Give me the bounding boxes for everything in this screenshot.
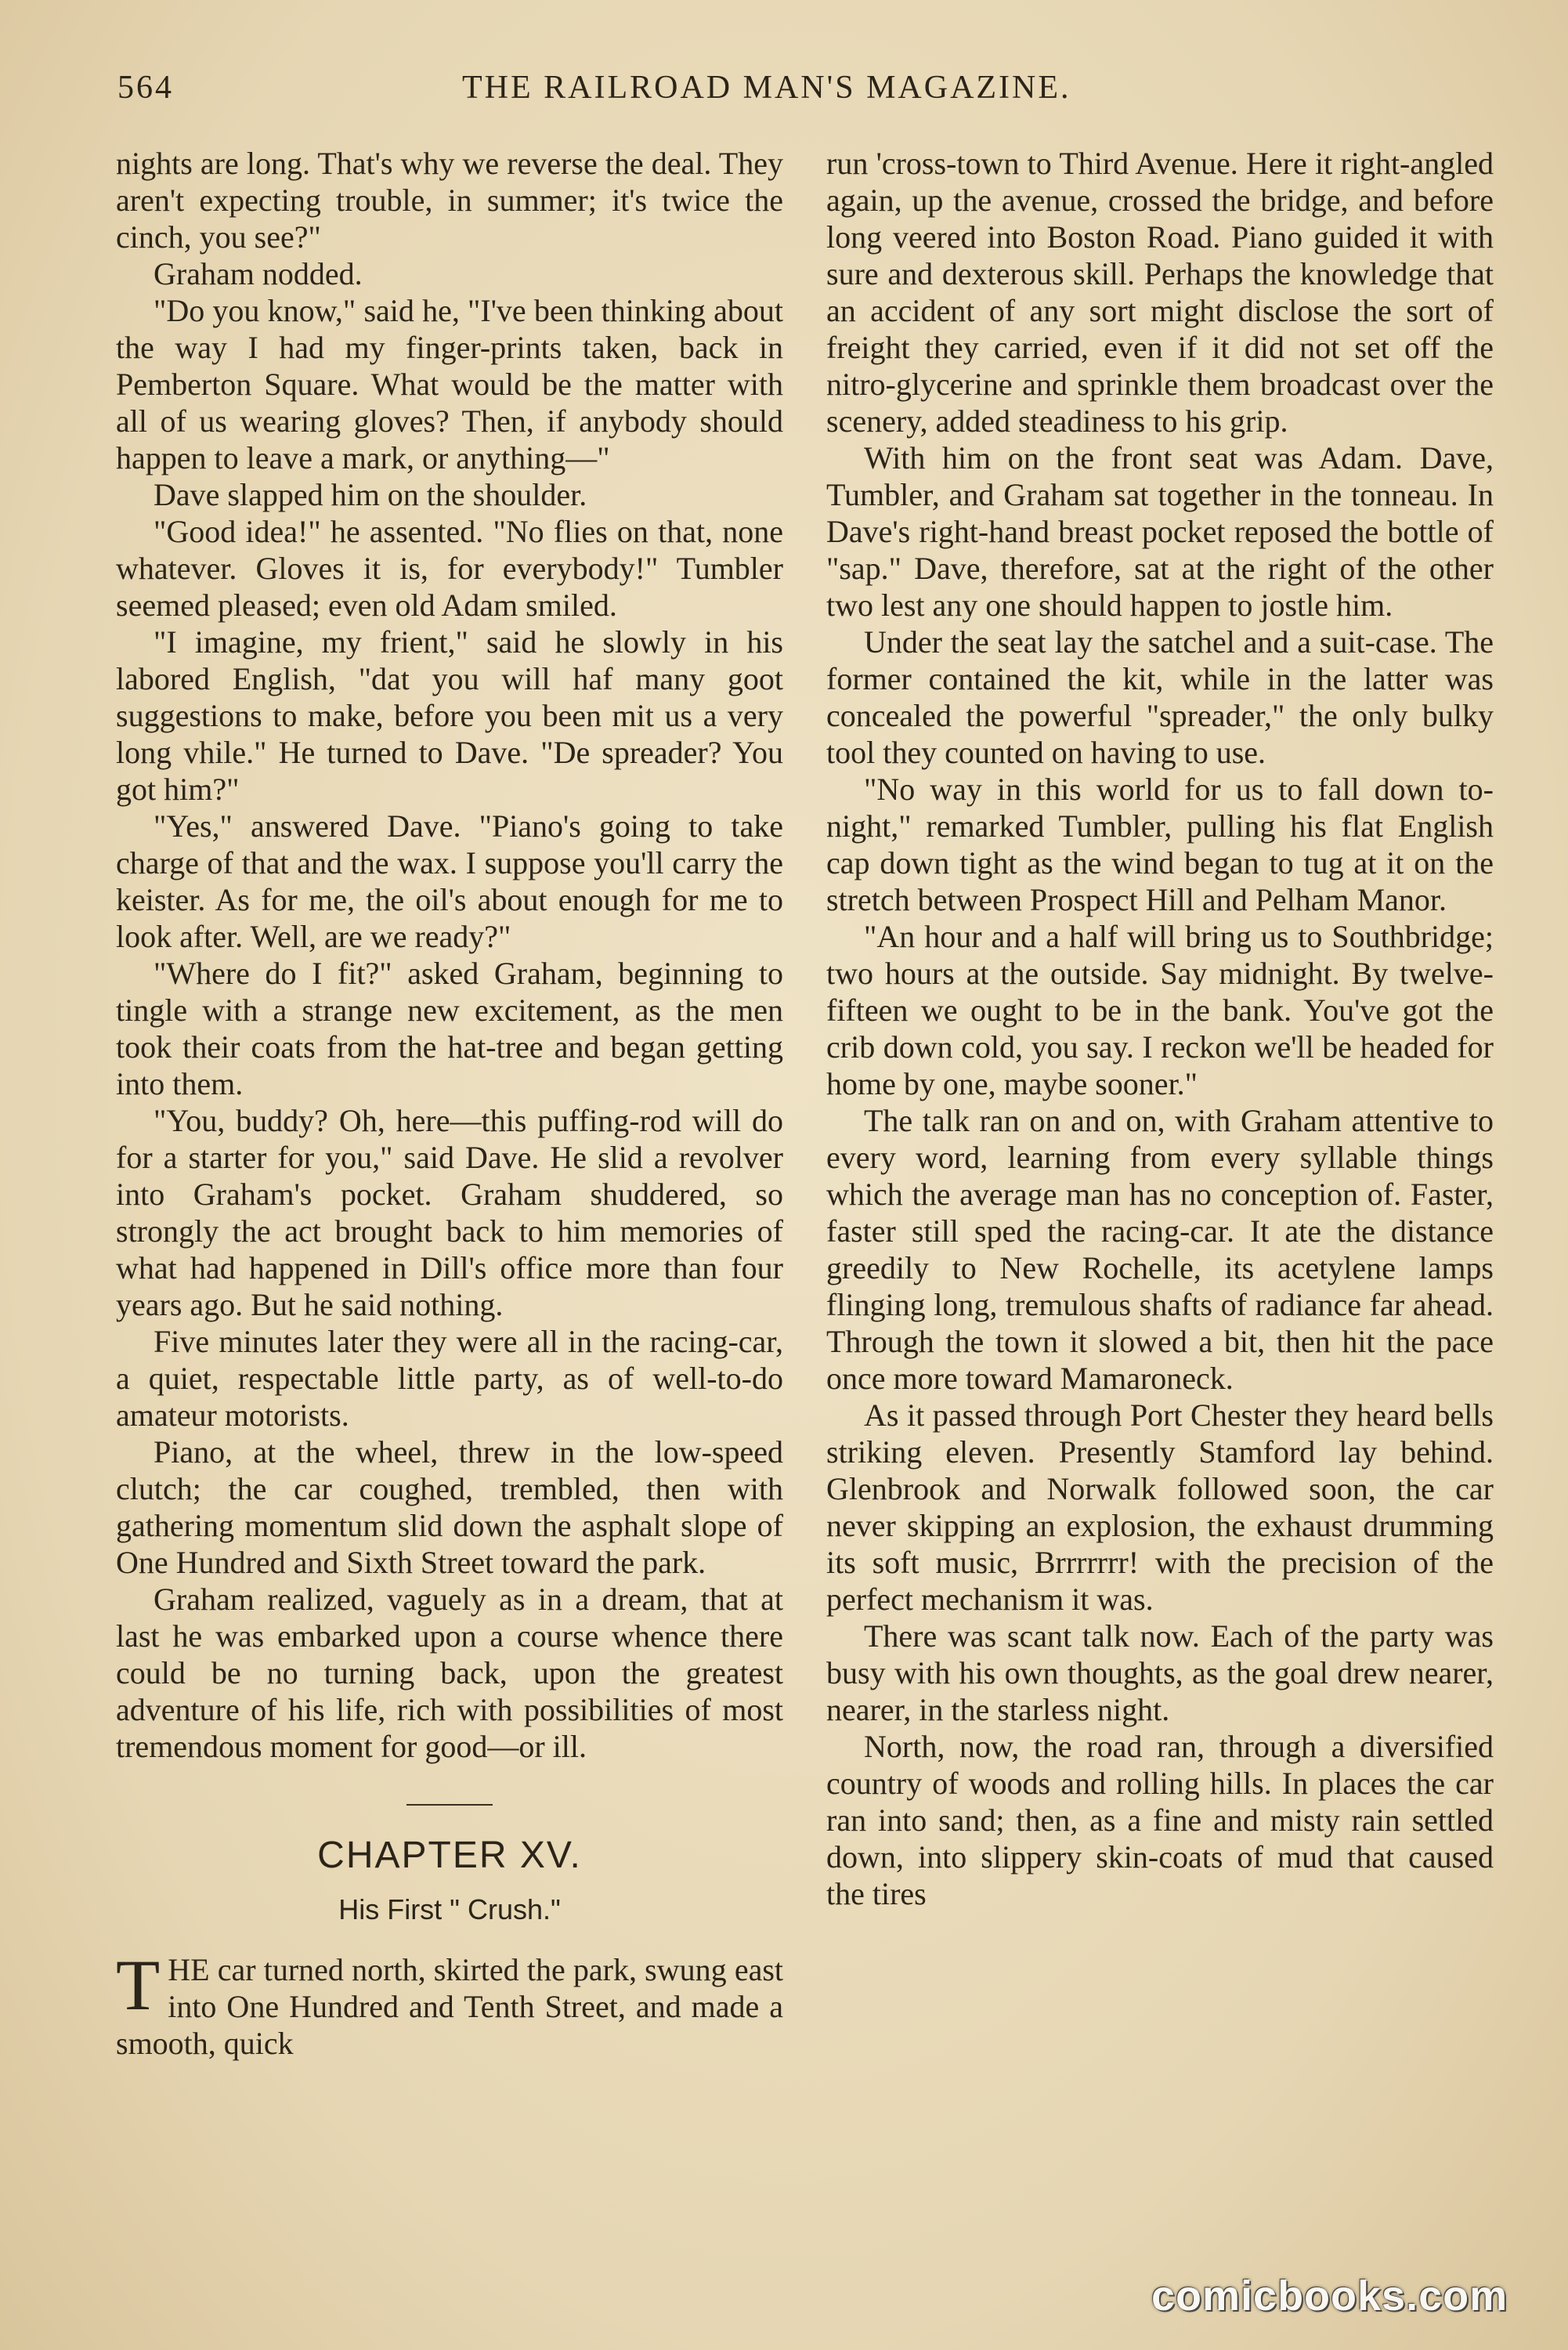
chapter-subtitle: His First " Crush." [338, 1893, 561, 1925]
paragraph: Dave slapped him on the shoulder. [154, 477, 587, 512]
paragraph: "No way in this world for us to fall down to-night," remarked Tumbler, pulling his flat English cap down tight as the wind began to tug at it on the stretch between Prospect Hill and Pelham Manor. [826, 772, 1494, 917]
paragraph: Graham nodded. [154, 256, 363, 291]
paragraph: "An hour and a half will bring us to Southbridge; two hours at the outside. Say midnight. By twelve-fifteen we ought to be in the bank. You've got the crib down cold, you say. I reckon we'll be headed for home by one, maybe sooner." [826, 919, 1494, 1101]
paragraph: "Do you know," said he, "I've been thinking about the way I had my finger-prints taken, back in Pemberton Square. What would be the matter with all of us wearing gloves? Then, if anybody should happen to leave a mark, or anything—" [116, 293, 783, 475]
paragraph: There was scant talk now. Each of the party was busy with his own thoughts, as the goal drew nearer, nearer, in the starless night. [826, 1618, 1494, 1727]
paragraph: As it passed through Port Chester they heard bells striking eleven. Presently Stamford lay behind. Glenbrook and Norwalk followed soon, the car never skipping an explosion, the exhaust drumming its soft music, Brrrrrrr! with the precision of the perfect mechanism it was. [826, 1397, 1494, 1617]
page-number: 564 [117, 70, 174, 106]
chapter-opening-paragraph [116, 1945, 783, 2062]
paragraph: Under the seat lay the satchel and a suit-case. The former contained the kit, while in the latter was concealed the powerful "spreader," the only bulky tool they counted on having to use. [826, 624, 1494, 770]
paragraph: "Good idea!" he assented. "No flies on that, none whatever. Gloves it is, for everybody!" Tumbler seemed pleased; even old Adam smiled. [116, 514, 783, 623]
paragraph: "Yes," answered Dave. "Piano's going to take charge of that and the wax. I suppose you'll carry the keister. As for me, the oil's about enough for me to look after. Well, are we ready?" [116, 808, 783, 954]
paragraph: North, now, the road ran, through a diversified country of woods and rolling hills. In places the car ran into sand; then, as a fine and misty rain settled down, into slippery skin-coats of mud that caused the tires [826, 1729, 1494, 1911]
paragraph: run 'cross-town to Third Avenue. Here it right-angled again, up the avenue, crossed the bridge, and before long veered into Boston Road. Piano guided it with sure and dexterous skill. Perhaps the knowledge that an accident of any sort might disclose the sort of freight they carried, even if it did not set off the nitro-glycerine and sprinkle them broadcast over the scenery, added steadiness to his grip. [826, 146, 1494, 439]
paragraph: "You, buddy? Oh, here—this puffing-rod will do for a starter for you," said Dave. He slid a revolver into Graham's pocket. Graham shuddered, so strongly the act brought back to him memories of what had happened in Dill's office more than four years ago. But he said nothing. [116, 1103, 783, 1322]
chapter-opening-text: HE car turned north, skirted the park, swung east into One Hundred and Tenth Street, and made a smooth, quick [116, 1952, 783, 2061]
section-divider [406, 1804, 493, 1806]
chapter-heading: CHAPTER XV. [317, 1835, 582, 1876]
paragraph: With him on the front seat was Adam. Dave, Tumbler, and Graham sat together in the tonneau. In Dave's right-hand breast pocket reposed the bottle of "sap." Dave, therefore, sat at the right of the other two lest any one should happen to jostle him. [826, 440, 1494, 623]
paragraph: "I imagine, my frient," said he slowly in his labored English, "dat you will haf many goot suggestions to make, before you been mit us a very long vhile." He turned to Dave. "De spreader? You got him?" [116, 624, 783, 807]
paragraph: Graham realized, vaguely as in a dream, that at last he was embarked upon a course whence there could be no turning back, upon the greatest adventure of his life, rich with possibilities of most tremendous moment for good—or ill. [116, 1582, 783, 1764]
paragraph: Piano, at the wheel, threw in the low-speed clutch; the car coughed, trembled, then with gathering momentum slid down the asphalt slope of One Hundred and Sixth Street toward the park. [116, 1434, 783, 1580]
paragraph: Five minutes later they were all in the racing-car, a quiet, respectable little party, as of well-to-do amateur motorists. [116, 1324, 783, 1433]
paragraph: nights are long. That's why we reverse the deal. They aren't expecting trouble, in summer; it's twice the cinch, you see?" [116, 146, 783, 255]
left-column [116, 145, 783, 2307]
drop-cap: T [116, 1945, 161, 2025]
running-title: THE RAILROAD MAN'S MAGAZINE. [462, 70, 1071, 106]
right-column [826, 145, 1494, 2307]
site-watermark: comicbooks.com [1151, 2272, 1508, 2319]
page-header [117, 69, 1488, 116]
paragraph: "Where do I fit?" asked Graham, beginning to tingle with a strange new excitement, as the men took their coats from the hat-tree and began getting into them. [116, 956, 783, 1101]
paragraph: The talk ran on and on, with Graham attentive to every word, learning from every syllable things which the average man has no conception of. Faster, faster still sped the racing-car. It ate the distance greedily to New Rochelle, its acetylene lamps flinging long, tremulous shafts of radiance far ahead. Through the town it slowed a bit, then hit the pace once more toward Mamaroneck. [826, 1103, 1494, 1396]
